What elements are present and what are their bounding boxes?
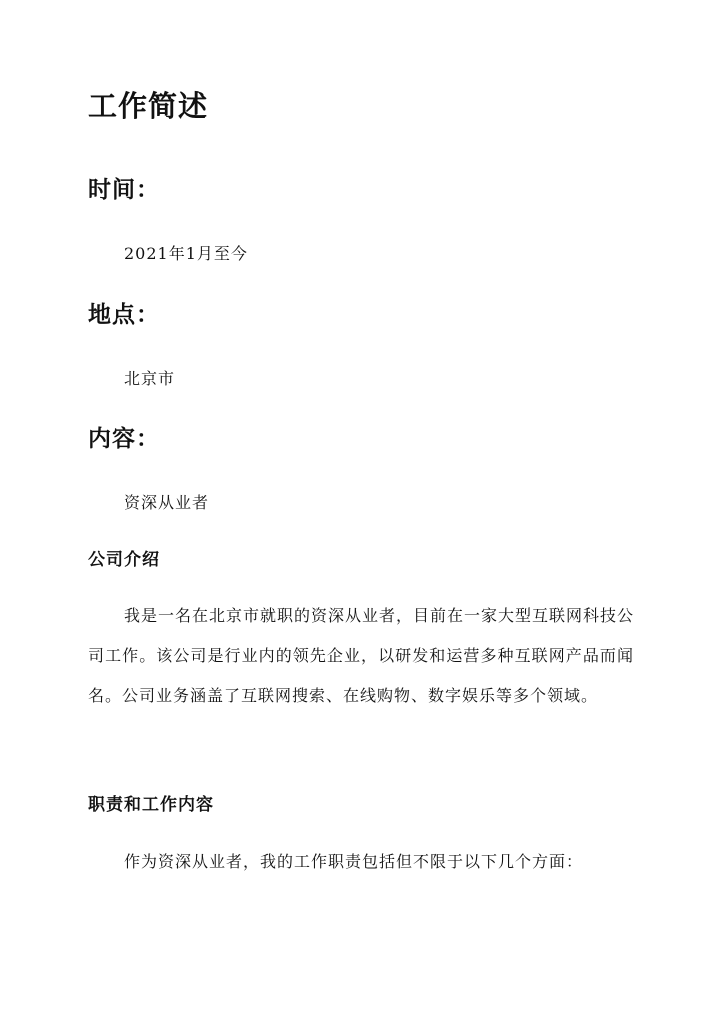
duties-paragraph: 作为资深从业者，我的工作职责包括但不限于以下几个方面： [124, 852, 584, 871]
company-intro-paragraph: 我是一名在北京市就职的资深从业者，目前在一家大型互联网科技公司工作。该公司是行业内的领先企业，以研发和运营多种互联网产品而闻名。公司业务涵盖了互联网搜索、在线购物、数字娱乐等多个领域。 [88, 606, 635, 705]
location-heading: 地点： [88, 301, 160, 328]
document-title: 工作简述 [88, 89, 209, 123]
content-heading: 内容： [88, 425, 160, 452]
company-intro-heading: 公司介绍 [88, 550, 160, 570]
time-heading: 时间： [88, 176, 160, 203]
location-value: 北京市 [124, 369, 176, 388]
content-value: 资深从业者 [124, 493, 210, 512]
duties-heading: 职责和工作内容 [88, 795, 214, 815]
time-value: 2021年1月至今 [124, 244, 248, 263]
